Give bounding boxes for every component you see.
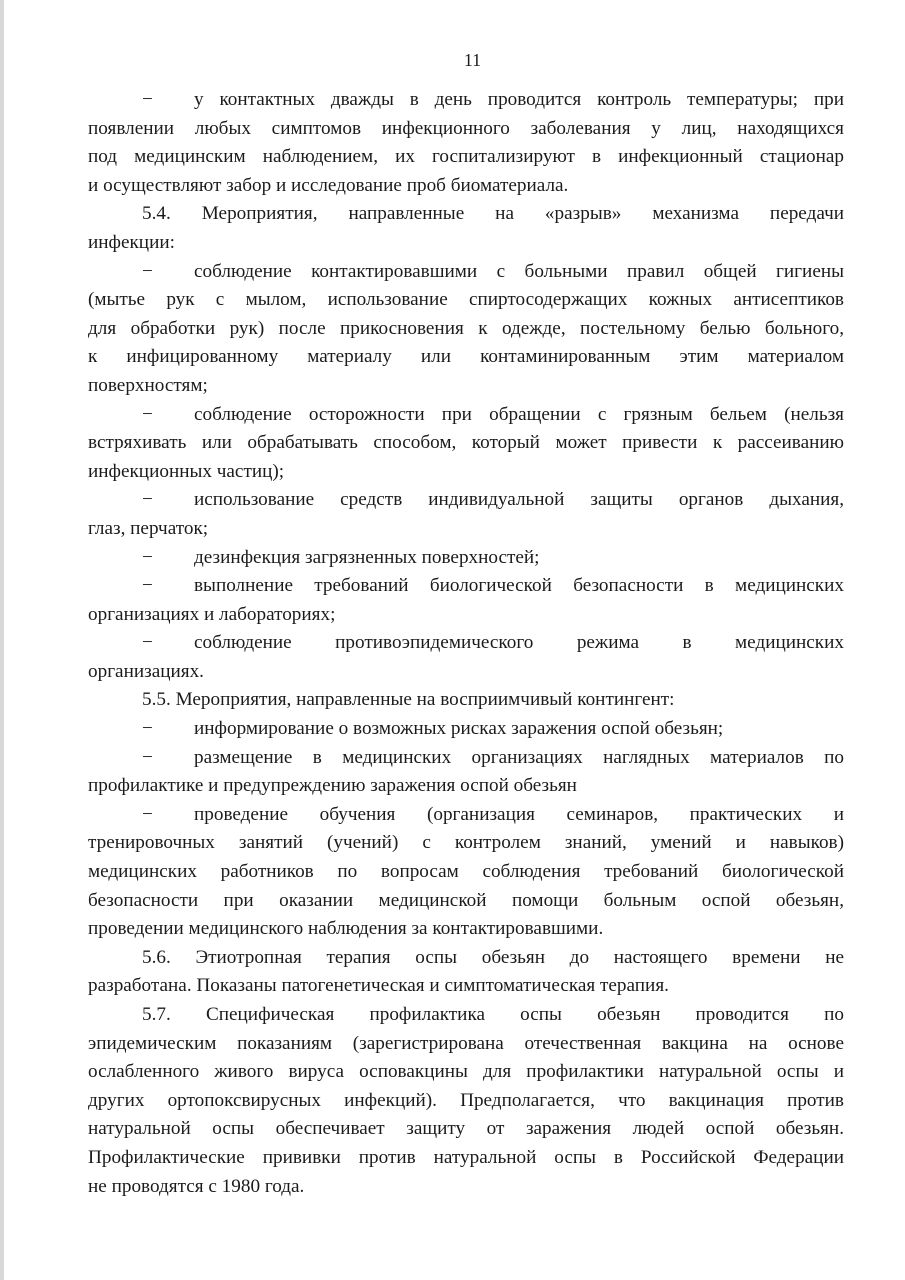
paragraph-line bbox=[88, 143, 844, 172]
list-item-line bbox=[88, 401, 844, 430]
paragraph-line bbox=[88, 1087, 844, 1116]
list-dash: − bbox=[142, 718, 153, 740]
line-text: поверхностям; bbox=[88, 374, 208, 396]
list-item-line bbox=[88, 715, 844, 744]
line-text: инфекции: bbox=[88, 231, 175, 253]
line-text: тренировочных занятий (учений) с контролем знаний, умений и навыков) bbox=[88, 832, 844, 854]
paragraph-line bbox=[88, 972, 844, 1001]
list-dash: − bbox=[142, 89, 153, 110]
line-text: проведение обучения (организация семинаров, практических и bbox=[194, 803, 844, 825]
line-text: разработана. Показаны патогенетическая и симптоматическая терапия. bbox=[88, 975, 669, 997]
line-text: натуральной оспы обеспечивает защиту от заражения людей оспой обезьян. bbox=[88, 1118, 844, 1140]
list-dash: − bbox=[142, 632, 153, 654]
paragraph-line bbox=[88, 315, 844, 344]
list-item-line bbox=[88, 629, 844, 658]
list-item-line bbox=[88, 258, 844, 287]
line-text: безопасности при оказании медицинской помощи больным оспой обезьян, bbox=[88, 889, 844, 911]
line-text: эпидемическим показаниям (зарегистрирована отечественная вакцина на основе bbox=[88, 1032, 844, 1054]
list-dash: − bbox=[142, 260, 153, 282]
paragraph-line bbox=[88, 1115, 844, 1144]
line-text: не проводятся с 1980 года. bbox=[88, 1175, 305, 1197]
paragraph-line bbox=[88, 115, 844, 144]
list-dash: − bbox=[142, 575, 153, 597]
page-edge bbox=[0, 0, 4, 1280]
line-text: медицинских работников по вопросам соблюдения требований биологической bbox=[88, 861, 844, 883]
line-text: ослабленного живого вируса осповакцины для профилактики натуральной оспы и bbox=[88, 1061, 844, 1083]
line-text: 5.5. Мероприятия, направленные на восприимчивый контингент: bbox=[142, 689, 675, 711]
list-item-line bbox=[88, 572, 844, 601]
paragraph-line bbox=[88, 829, 844, 858]
list-item-line bbox=[88, 486, 844, 515]
paragraph-line bbox=[88, 915, 844, 944]
paragraph-line bbox=[88, 229, 844, 258]
line-text: использование средств индивидуальной защиты органов дыхания, bbox=[194, 489, 844, 511]
line-text: (мытье рук с мылом, использование спиртосодержащих кожных антисептиков bbox=[88, 289, 844, 311]
list-dash: − bbox=[142, 403, 153, 425]
line-text: профилактике и предупреждению заражения оспой обезьян bbox=[88, 775, 577, 797]
line-text: Профилактические прививки против натуральной оспы в Российской Федерации bbox=[88, 1146, 844, 1168]
list-item-line bbox=[88, 86, 844, 115]
line-text: выполнение требований биологической безопасности в медицинских bbox=[194, 575, 844, 597]
list-item-line bbox=[88, 801, 844, 830]
line-text: информирование о возможных рисках заражения оспой обезьян; bbox=[194, 718, 724, 740]
line-text: к инфицированному материалу или контаминированным этим материалом bbox=[88, 346, 844, 368]
paragraph-line bbox=[88, 1030, 844, 1059]
paragraph-line bbox=[88, 686, 844, 715]
paragraph-line bbox=[88, 1001, 844, 1030]
paragraph-line bbox=[88, 343, 844, 372]
line-text: проведении медицинского наблюдения за контактировавшими. bbox=[88, 918, 604, 940]
paragraph-line bbox=[88, 1058, 844, 1087]
paragraph-line bbox=[88, 1144, 844, 1173]
paragraph-line bbox=[88, 858, 844, 887]
line-text: 5.6. Этиотропная терапия оспы обезьян до настоящего времени не bbox=[142, 946, 844, 968]
line-text: других ортопоксвирусных инфекций). Предполагается, что вакцинация против bbox=[88, 1089, 844, 1111]
page-number: 11 bbox=[463, 50, 482, 70]
paragraph-line bbox=[88, 515, 844, 544]
line-text: у контактных дважды в день проводится контроль температуры; при bbox=[194, 89, 844, 110]
list-dash: − bbox=[142, 489, 153, 511]
paragraph-line bbox=[88, 1173, 844, 1202]
line-text: дезинфекция загрязненных поверхностей; bbox=[194, 546, 540, 568]
line-text: 5.4. Мероприятия, направленные на «разрыв» механизма передачи bbox=[142, 203, 844, 225]
paragraph-line bbox=[88, 172, 844, 201]
line-text: глаз, перчаток; bbox=[88, 517, 209, 539]
list-dash: − bbox=[142, 546, 153, 568]
line-text: появлении любых симптомов инфекционного заболевания у лиц, находящихся bbox=[88, 117, 844, 139]
paragraph-line bbox=[88, 458, 844, 487]
paragraph-line bbox=[88, 601, 844, 630]
paragraph-line bbox=[88, 200, 844, 229]
line-text: инфекционных частиц); bbox=[88, 460, 285, 482]
list-dash: − bbox=[142, 746, 153, 768]
paragraph-line bbox=[88, 658, 844, 687]
line-text: организациях. bbox=[88, 660, 204, 682]
paragraph-line bbox=[88, 372, 844, 401]
paragraph-line bbox=[88, 429, 844, 458]
list-item-line bbox=[88, 744, 844, 773]
line-text: и осуществляют забор и исследование проб биоматериала. bbox=[88, 174, 569, 196]
list-item-line bbox=[88, 544, 844, 573]
document-body bbox=[88, 86, 844, 1201]
line-text: соблюдение противоэпидемического режима в медицинских bbox=[194, 632, 844, 654]
line-text: соблюдение осторожности при обращении с грязным бельем (нельзя bbox=[194, 403, 844, 425]
line-text: встряхивать или обрабатывать способом, который может привести к рассеиванию bbox=[88, 432, 844, 454]
paragraph-line bbox=[88, 772, 844, 801]
list-dash: − bbox=[142, 803, 153, 825]
line-text: 5.7. Специфическая профилактика оспы обезьян проводится по bbox=[142, 1004, 844, 1025]
paragraph-line bbox=[88, 944, 844, 973]
paragraph-line bbox=[88, 286, 844, 315]
line-text: для обработки рук) после прикосновения к одежде, постельному белью больного, bbox=[88, 317, 844, 339]
line-text: организациях и лабораториях; bbox=[88, 603, 336, 625]
line-text: размещение в медицинских организациях наглядных материалов по bbox=[194, 746, 844, 768]
line-text: соблюдение контактировавшими с больными правил общей гигиены bbox=[194, 260, 844, 282]
paragraph-line bbox=[88, 887, 844, 916]
line-text: под медицинским наблюдением, их госпитализируют в инфекционный стационар bbox=[88, 146, 844, 168]
